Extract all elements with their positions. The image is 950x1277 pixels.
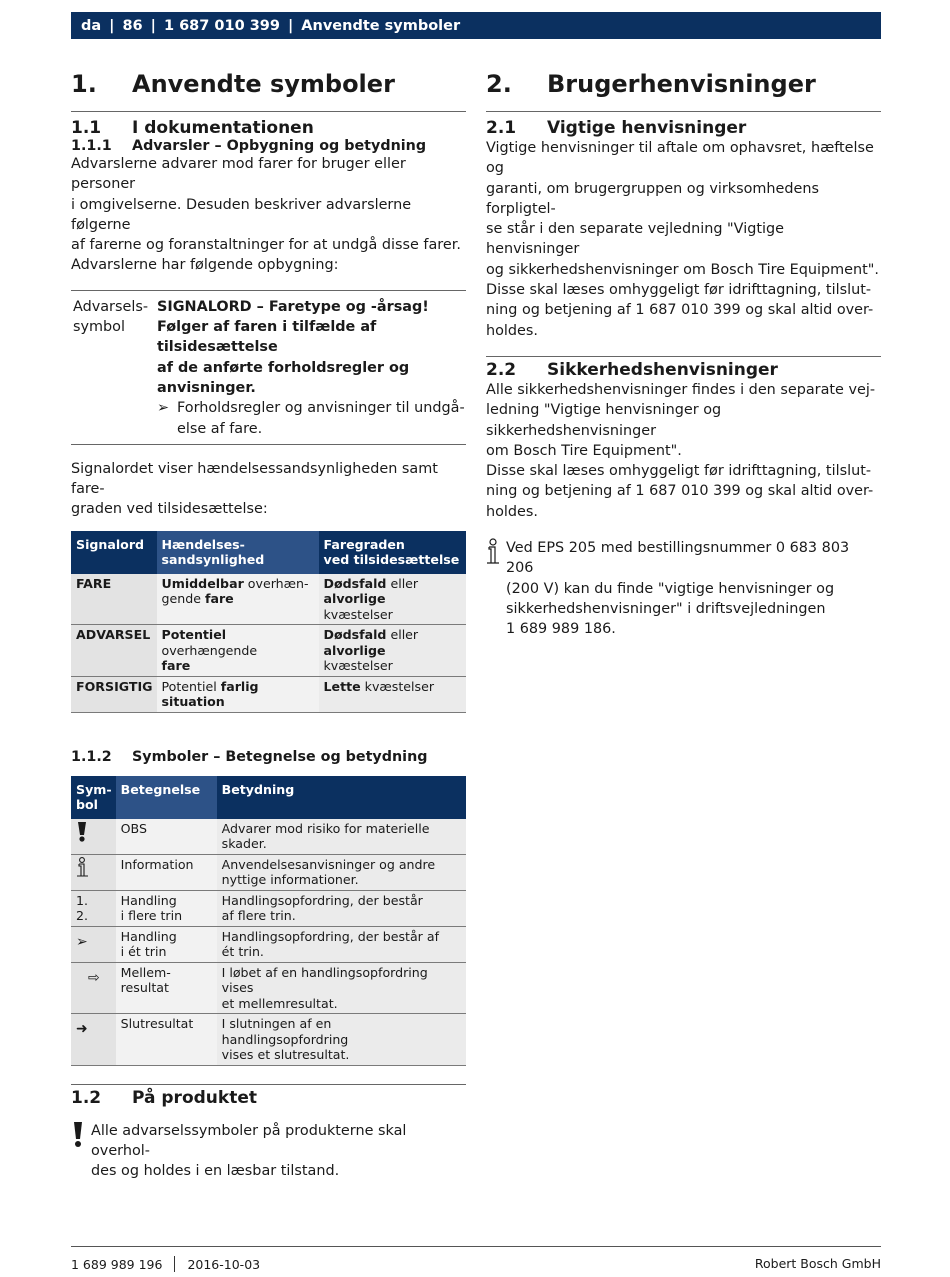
column-header: Betegnelse: [116, 776, 217, 819]
page-footer: [71, 1246, 881, 1277]
column-header: Signalord: [71, 531, 157, 574]
symbol-cell: [71, 962, 116, 1014]
symbol-name-cell: Mellem- resultat: [116, 962, 217, 1014]
table-header-row: [71, 531, 466, 574]
section-rule: [71, 1084, 466, 1085]
exclamation-icon: [71, 1121, 91, 1182]
table-row: [71, 926, 466, 962]
symbol-name-cell: Information: [116, 854, 217, 890]
severity-cell: Lette kvæstelser: [319, 676, 467, 712]
symbol-table: [71, 776, 466, 1066]
right-column: [486, 64, 881, 640]
symbol-meaning-cell: Anvendelsesanvisninger og andre nyttige informationer.: [217, 854, 466, 890]
table-header-row: [71, 776, 466, 819]
heading-section-1-1-1: 1.1.1 Advarsler – Opbygning og betydning: [71, 138, 427, 154]
symbol-meaning-cell: I slutningen af en handlingsopfordring vises et slutresultat.: [217, 1014, 466, 1066]
symbol-cell: [71, 926, 116, 962]
heading-section-2-1: 2.1 Vigtige henvisninger: [486, 118, 747, 138]
section-rule: [486, 111, 881, 112]
signal-word-cell: FORSIGTIG: [71, 676, 157, 712]
eps-info-note: Ved EPS 205 med bestillingsnummer 0 683 803 206 (200 V) kan du finde "vigtige henvisninger og sikkerhedshenvisninger" i driftsvejledningen 1 689 989 186.: [486, 538, 881, 639]
info-icon: [76, 867, 90, 882]
hollow-arrow-icon: ⇨: [88, 969, 100, 986]
table-row: [71, 890, 466, 926]
header-document-number: 1 687 010 399: [163, 17, 280, 34]
warnings-intro-text: Advarslerne advarer mod farer for bruger eller personer i omgivelserne. Desuden beskriver advarslerne følgerne af farerne og foranstaltninger for at undgå disse farer. Advarslerne har følgende opbygning:: [71, 156, 461, 274]
column-header: Faregraden ved tilsidesættelse: [319, 531, 467, 574]
symbol-meaning-cell: Handlingsopfordring, der består af ét trin.: [217, 926, 466, 962]
heading-section-2: 2. Brugerhenvisninger: [486, 70, 816, 98]
heading-section-1-2: 1.2 På produktet: [71, 1087, 257, 1108]
warning-structure-body: SIGNALORD – Faretype og -årsag! Følger af faren i tilfælde af tilsidesættelse af de anførte forholdsregler og anvisninger. ➢ Forholdsregler og anvisninger til undgå- else af fare.: [157, 297, 466, 439]
table-row: [71, 625, 466, 677]
symbol-cell: [71, 1014, 116, 1066]
section-rule: [486, 356, 881, 357]
symbol-name-cell: OBS: [116, 819, 217, 855]
heading-section-2-2: 2.2 Sikkerhedshenvisninger: [486, 359, 778, 380]
table-row: [71, 574, 466, 625]
warning-structure-box: [71, 290, 466, 445]
important-notes-text: Vigtige henvisninger til aftale om ophavsret, hæftelse og garanti, om brugergruppen og virksomhedens forpligtel- se står i den separate vejledning "Vigtige henvisninger og sikkerhedshenvisninger om Bosch Tire Equipment". Disse skal læses omhyggeligt før idrifttagning, tilslut- ning og betjening af 1 687 010 399 og skal altid over- holdes.: [486, 140, 879, 339]
table-row: [71, 819, 466, 855]
probability-cell: Umiddelbar overhæn- gende fare: [157, 574, 319, 625]
footer-document-number: 1 689 989 196: [71, 1256, 163, 1272]
arrowhead-icon: ➢: [157, 400, 170, 417]
warning-symbol-label: Advarsels- symbol: [73, 298, 149, 336]
symbol-name-cell: Slutresultat: [116, 1014, 217, 1066]
exclamation-icon: [76, 831, 88, 846]
symbol-meaning-cell: I løbet af en handlingsopfordring vises et mellemresultat.: [217, 962, 466, 1014]
footer-divider: [174, 1256, 175, 1272]
arrowhead-icon: ➢: [76, 933, 88, 950]
signal-word-cell: FARE: [71, 574, 157, 625]
bold-arrow-icon: ➜: [76, 1021, 88, 1038]
header-page-number: 86: [122, 17, 143, 34]
symbol-name-cell: Handling i ét trin: [116, 926, 217, 962]
table-row: [71, 854, 466, 890]
table-row: [71, 1014, 466, 1066]
safety-notes-text: Alle sikkerhedshenvisninger findes i den separate vej- ledning "Vigtige henvisninger og sikkerhedshenvisninger om Bosch Tire Equipment". Disse skal læses omhyggeligt før idrifttagning, tilslut- ning og betjening af 1 687 010 399 og skal altid over- holdes.: [486, 381, 876, 520]
signal-word-text: Signalordet viser hændelsessandsynligheden samt fare- graden ved tilsidesættelse:: [71, 460, 438, 518]
symbol-cell: 1. 2.: [71, 890, 116, 926]
signal-word-table: [71, 531, 466, 713]
symbol-name-cell: Handling i flere trin: [116, 890, 217, 926]
table-row: [71, 962, 466, 1014]
heading-section-1: 1. Anvendte symboler: [71, 70, 395, 98]
column-header: Hændelses- sandsynlighed: [157, 531, 319, 574]
header-section-title: Anvendte symboler: [301, 17, 461, 34]
symbol-meaning-cell: Handlingsopfordring, der består af flere trin.: [217, 890, 466, 926]
severity-cell: Dødsfald eller alvorlige kvæstelser: [319, 625, 467, 677]
probability-cell: Potentiel overhængende fare: [157, 625, 319, 677]
symbol-cell: [71, 854, 116, 890]
footer-date: 2016-10-03: [187, 1256, 261, 1272]
probability-cell: Potentiel farlig situation: [157, 676, 319, 712]
symbol-cell: [71, 819, 116, 855]
column-header: Sym- bol: [71, 776, 116, 819]
product-warning-note: Alle advarselssymboler på produkterne skal overhol- des og holdes i en læsbar tilstand.: [71, 1121, 466, 1182]
column-header: Betydning: [217, 776, 466, 819]
signal-word-cell: ADVARSEL: [71, 625, 157, 677]
table-row: [71, 676, 466, 712]
warning-step: ➢ Forholdsregler og anvisninger til undgå- else af fare.: [157, 398, 466, 439]
info-icon: [486, 538, 506, 639]
footer-company: Robert Bosch GmbH: [754, 1256, 881, 1271]
symbol-meaning-cell: Advarer mod risiko for materielle skader.: [217, 819, 466, 855]
left-column: [71, 64, 466, 1182]
page-header-bar: da | 86 | 1 687 010 399 | Anvendte symboler: [71, 12, 881, 39]
heading-section-1-1-2: 1.1.2 Symboler – Betegnelse og betydning: [71, 748, 428, 765]
header-language: da: [81, 17, 102, 34]
heading-section-1-1: 1.1 I dokumentationen: [71, 118, 314, 138]
severity-cell: Dødsfald eller alvorlige kvæstelser: [319, 574, 467, 625]
section-rule: [71, 111, 466, 112]
